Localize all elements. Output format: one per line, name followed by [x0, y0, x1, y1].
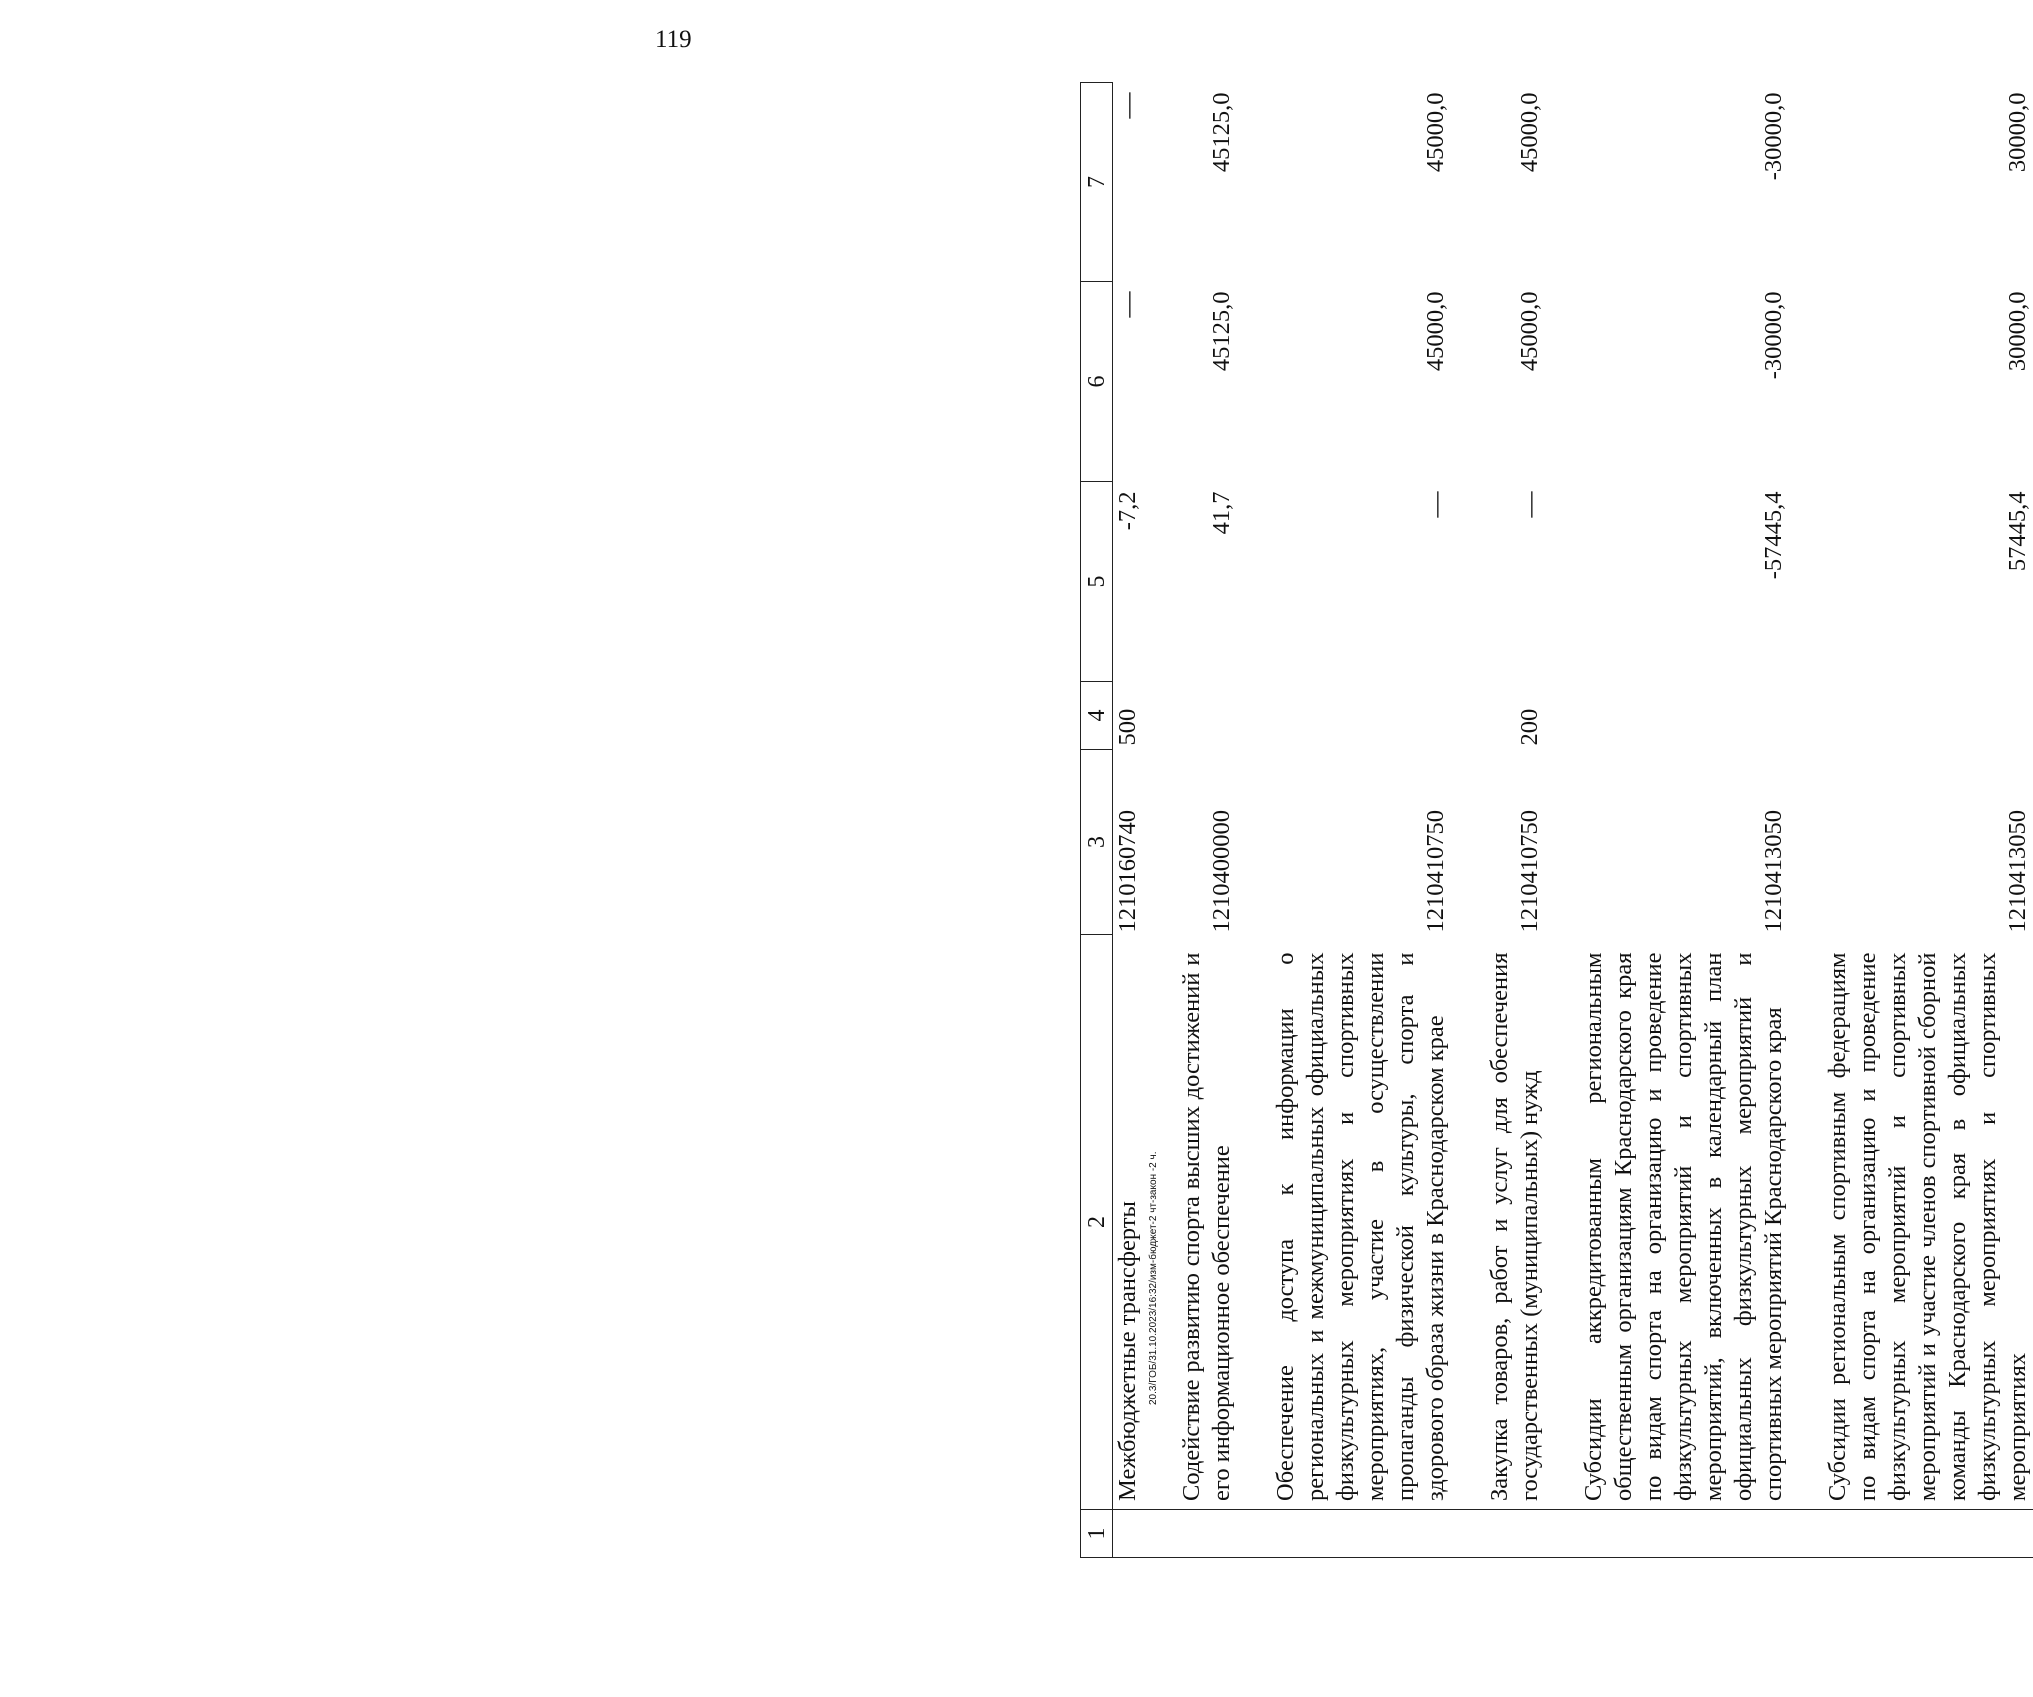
row-value-6: 45000,0 [1516, 291, 1543, 372]
row-value-7: 45000,0 [1422, 92, 1449, 173]
table-row [1177, 83, 1237, 1558]
row-value-5: -57445,4 [1760, 491, 1787, 580]
column-header: 1 [1081, 1510, 1113, 1558]
column-header: 3 [1081, 750, 1113, 935]
row-spacer [1143, 1510, 1177, 1558]
row-code: 1210413050 [1760, 810, 1787, 933]
table-header-row [1081, 83, 1113, 1558]
row-value-6: 45125,0 [1208, 291, 1235, 372]
row-type-code [1177, 682, 1237, 750]
row-value-5: 41,7 [1208, 491, 1235, 535]
row-spacer [1237, 1510, 1271, 1558]
row-number-cell [1485, 1510, 1545, 1558]
table-row [1579, 83, 1789, 1558]
row-value-7: — [1113, 92, 1142, 119]
row-description: Закупка товаров, работ и услуг для обеспечения государственных (муниципальных) нужд [1486, 952, 1543, 1501]
row-value-7: -30000,0 [1760, 92, 1787, 181]
row-type-code [1271, 682, 1451, 750]
row-number-cell [1823, 1510, 2033, 1558]
row-description: Содействие развитию спорта высших достижений и его информационное обеспечение [1178, 952, 1235, 1501]
table-row [1271, 83, 1451, 1558]
table-row [1485, 83, 1545, 1558]
row-value-6: -30000,0 [1760, 291, 1787, 380]
row-value-6: — [1113, 291, 1142, 318]
row-type-code: 500 [1114, 708, 1141, 746]
row-number-cell [1177, 1510, 1237, 1558]
row-code: 1210410750 [1516, 810, 1543, 933]
row-code: 1210160740 [1114, 810, 1141, 933]
column-header: 2 [1081, 935, 1113, 1510]
column-header: 7 [1081, 83, 1113, 282]
row-type-code: 200 [1516, 708, 1543, 746]
row-description: Обеспечение доступа к информации о региональных и межмуниципальных официальных физкультурных мероприятиях и спортивных мероприятиях, участие в осуществлении пропаганды физической культуры, спорта и здорового образа жизни в Краснодарском крае [1272, 952, 1449, 1501]
row-code: 1210413050 [2004, 810, 2031, 933]
row-value-7: 30000,0 [2004, 92, 2031, 173]
row-number-cell [1271, 1510, 1451, 1558]
row-code: 1210410750 [1422, 810, 1449, 933]
footer-document-stamp: 20.3/ГОБ/31.10.2023/16:32/изм-бюджет-2 чт-закон -2 ч. [1148, 1151, 1159, 1405]
row-description: Субсидии аккредитованным региональным общественным организациям Краснодарского края по видам спорта на организацию и проведение физкультурных мероприятий и спортивных мероприятий, включенных в календарный план официальных физкультурных мероприятий и спортивных мероприятий Краснодарского края [1580, 952, 1787, 1501]
page-number: 119 [655, 26, 692, 53]
row-number-cell [1579, 1510, 1789, 1558]
table-row [1113, 83, 1144, 1558]
row-spacer [1451, 1510, 1485, 1558]
row-value-5: -7,2 [1114, 491, 1141, 531]
budget-table [1080, 82, 2033, 1558]
rotated-table-page [1080, 83, 2031, 1558]
column-header: 4 [1081, 682, 1113, 750]
row-value-6: 45000,0 [1422, 291, 1449, 372]
row-description: Субсидии региональным спортивным федерациям по видам спорта на организацию и проведение физкультурных мероприятий и спортивных мероприятий и участие членов спортивной сборной команды Краснодарского края в официальных физкультурных мероприятиях и спортивных мероприятиях [1824, 952, 2031, 1501]
row-type-code [1823, 682, 2033, 750]
column-header: 5 [1081, 482, 1113, 682]
row-type-code [1579, 682, 1789, 750]
row-value-5: 57445,4 [2004, 491, 2031, 572]
row-number-cell [1113, 1510, 1144, 1558]
row-value-6: 30000,0 [2004, 291, 2031, 372]
row-value-5: — [1515, 491, 1544, 518]
row-value-7: 45125,0 [1208, 92, 1235, 173]
row-value-7: 45000,0 [1516, 92, 1543, 173]
row-value-5: — [1421, 491, 1450, 518]
row-spacer [1545, 1510, 1579, 1558]
row-code: 1210400000 [1208, 810, 1235, 933]
row-spacer [1789, 1510, 1823, 1558]
row-description: Межбюджетные трансферты [1114, 1201, 1141, 1501]
column-header: 6 [1081, 282, 1113, 482]
table-row [1823, 83, 2033, 1558]
